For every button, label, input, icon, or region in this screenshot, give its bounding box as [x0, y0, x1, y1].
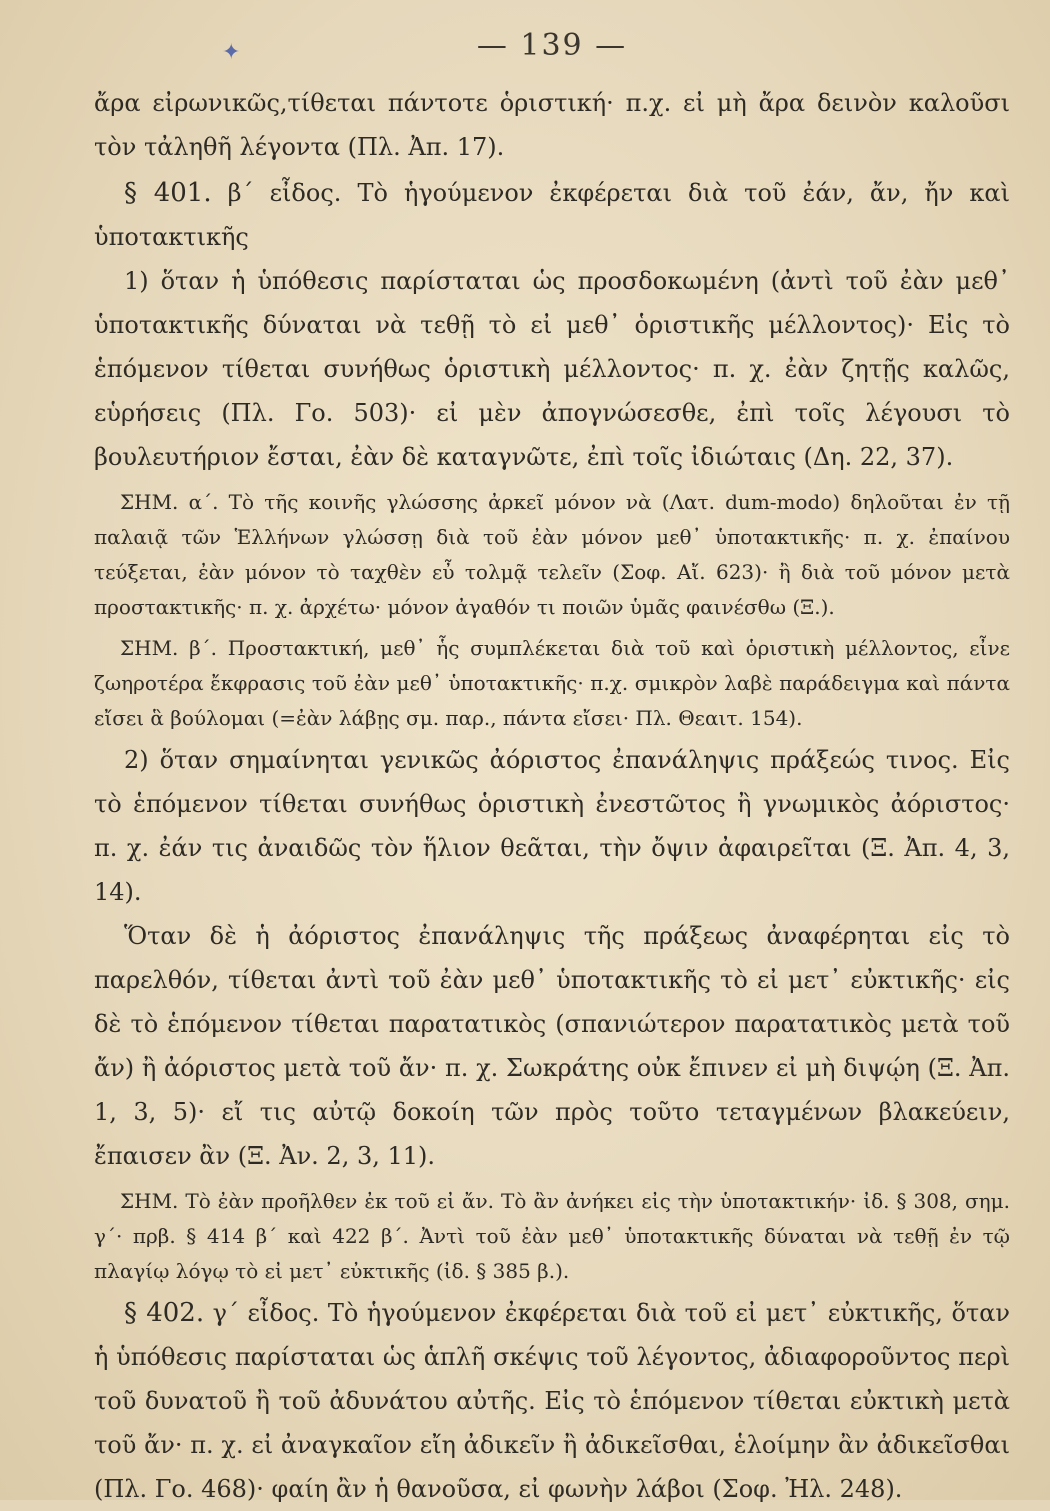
section-402 — [94, 1291, 1010, 1511]
ink-mark-icon: ✦ — [222, 40, 241, 65]
section-text: γ΄ εἶδος. Τὸ ἡγούμενον ἐκφέρεται διὰ τοῦ εἰ μετ᾽ εὐκτικῆς, ὅταν ἡ ὑπόθεσις παρίσταται ὡς ἁπλῆ σκέψις τοῦ λέγοντος, ἀδιαφοροῦντος περὶ τοῦ δυνατοῦ ἢ τοῦ ἀδυνάτου αὐτῆς. Εἰς τὸ ἑπόμενον τίθεται εὐκτικὴ μετὰ τοῦ ἄν· π. χ. εἰ ἀναγκαῖον εἴη ἀδικεῖν ἢ ἀδικεῖσθαι, ἑλοίμην ἂν ἀδικεῖσθαι (Πλ. Γο. 468)· φαίη ἂν ἡ θανοῦσα, εἰ φωνὴν λάβοι (Σοφ. Ἠλ. 248). — [94, 1299, 1010, 1503]
note-alpha: ΣΗΜ. α΄. Τὸ τῆς κοινῆς γλώσσης ἀρκεῖ μόνον νὰ (Λατ. dum-modo) δηλοῦται ἐν τῇ παλαιᾷ τῶν Ἑλλήνων γλώσσῃ διὰ τοῦ ἐὰν μόνον μεθ᾽ ὑποτακτικῆς· π. χ. ἐπαίνου τεύξεται, ἐὰν μόνον τὸ ταχθὲν εὖ τολμᾷ τελεῖν (Σοφ. Αἴ. 623)· ἢ διὰ τοῦ μόνον μετὰ προστακτικῆς· π. χ. ἀρχέτω· μόνον ἀγαθόν τι ποιῶν ὑμᾶς φαινέσθω (Ξ.). — [94, 490, 1010, 619]
paragraph-3: Ὅταν δὲ ἡ ἀόριστος ἐπανάληψις τῆς πράξεως ἀναφέρηται εἰς τὸ παρελθόν, τίθεται ἀντὶ τοῦ ἐὰν μεθ᾽ ὑποτακτικῆς τὸ εἰ μετ᾽ εὐκτικῆς· εἰς δὲ τὸ ἑπόμενον τίθεται παρατατικὸς (σπανιώτερον παρατατικὸς μετὰ τοῦ ἄν) ἢ ἀόριστος μετὰ τοῦ ἄν· π. χ. Σωκράτης οὐκ ἔπινεν εἰ μὴ διψῴη (Ξ. Ἀπ. 1, 3, 5)· εἴ τις αὐτῷ δοκοίη τῶν πρὸς τοῦτο τεταγμένων βλακεύειν, ἔπαισεν ἂν (Ξ. Ἀν. 2, 3, 11). — [94, 922, 1010, 1170]
note-plain: ΣΗΜ. Τὸ ἐὰν προῆλθεν ἐκ τοῦ εἰ ἄν. Τὸ ἂν ἀνήκει εἰς τὴν ὑποτακτικήν· ἰδ. § 308, σημ. γ΄· πρβ. § 414 β΄ καὶ 422 β΄. Ἀντὶ τοῦ ἐὰν μεθ᾽ ὑποτακτικῆς δύναται νὰ τεθῇ ἐν τῷ πλαγίῳ λόγῳ τὸ εἰ μετ᾽ εὐκτικῆς (ἰδ. § 385 β.). — [94, 1189, 1010, 1283]
note-beta: ΣΗΜ. β΄. Προστακτική, μεθ᾽ ἧς συμπλέκεται διὰ τοῦ καὶ ὁριστικὴ μέλλοντος, εἶνε ζωηροτέρα ἔκφρασις τοῦ ἐὰν μεθ᾽ ὑποτακτικῆς· π.χ. σμικρὸν λαβὲ παράδειγμα καὶ πάντα εἴσει ἃ βούλομαι (=ἐὰν λάβῃς σμ. παρ., πάντα εἴσει· Πλ. Θεαιτ. 154). — [94, 636, 1010, 730]
section-text: β΄ εἶδος. Τὸ ἡγούμενον ἐκφέρεται διὰ τοῦ ἐάν, ἄν, ἤν καὶ ὑποτακτικῆς — [94, 179, 1011, 251]
paragraph-continuation: ἄρα εἰρωνικῶς,τίθεται πάντοτε ὁριστική· π.χ. εἰ μὴ ἄρα δεινὸν καλοῦσι τὸν τἀληθῆ λέγοντα (Πλ. Ἀπ. 17). — [94, 89, 1010, 161]
section-401 — [94, 171, 1010, 259]
section-number: § 402. — [124, 1298, 205, 1328]
paragraph-2: 2) ὅταν σημαίνηται γενικῶς ἀόριστος ἐπανάληψις πράξεώς τινος. Εἰς τὸ ἑπόμενον τίθεται συνήθως ὁριστικὴ ἐνεστῶτος ἢ γνωμικὸς ἀόριστος· π. χ. ἐάν τις ἀναιδῶς τὸν ἥλιον θεᾶται, τὴν ὄψιν ἀφαιρεῖται (Ξ. Ἀπ. 4, 3, 14). — [94, 746, 1010, 906]
paragraph-1: 1) ὅταν ἡ ὑπόθεσις παρίσταται ὡς προσδοκωμένη (ἀντὶ τοῦ ἐὰν μεθ᾽ ὑποτακτικῆς δύναται νὰ τεθῇ τὸ εἰ μεθ᾽ ὁριστικῆς μέλλοντος)· Εἰς τὸ ἑπόμενον τίθεται συνήθως ὁριστικὴ μέλλοντος· π. χ. ἐὰν ζητῇς καλῶς, εὑρήσεις (Πλ. Γο. 503)· εἰ μὲν ἀπογνώσεσθε, ἐπὶ τοῖς λέγουσι τὸ βουλευτήριον ἔσται, ἐὰν δὲ καταγνῶτε, ἐπὶ τοῖς ἰδιώταις (Δη. 22, 37). — [94, 267, 1010, 471]
section-number: § 401. — [124, 178, 212, 208]
page-number: — 139 — — [476, 28, 628, 63]
